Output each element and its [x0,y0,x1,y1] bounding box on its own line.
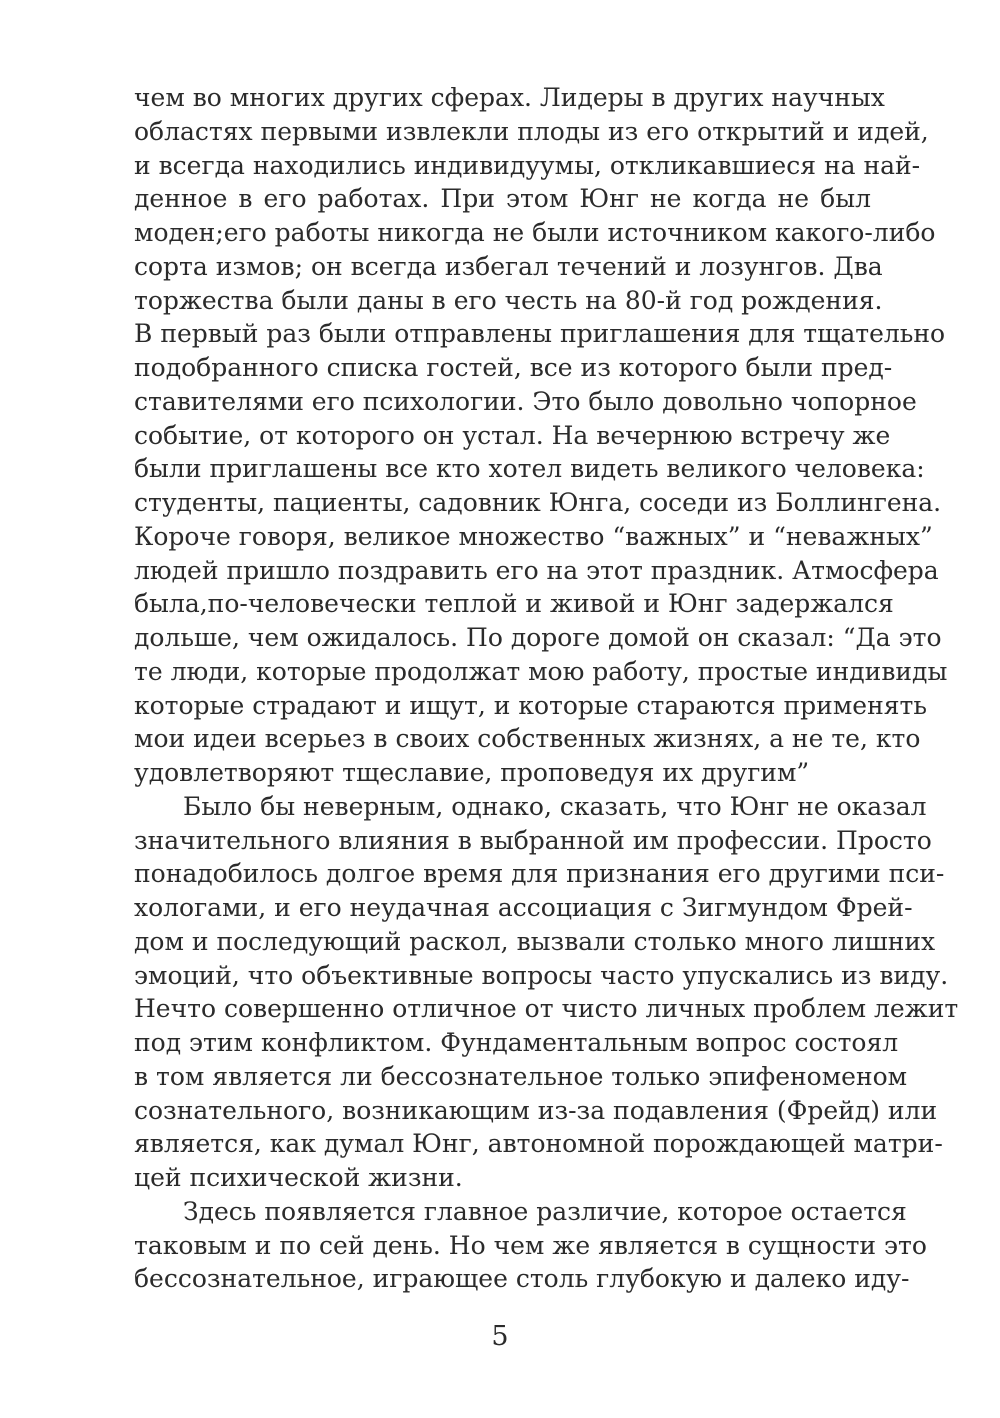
text-line: эмоций, что объективные вопросы часто упускались из виду. [134,960,949,990]
text-line: значительного влияния в выбранной им профессии. Просто [134,825,932,855]
text-line: В первый раз были отправлены приглашения для тщательно [134,319,946,349]
text-line: подобранного списка гостей, все из которого были пред- [134,353,893,382]
text-line: моден;его работы никогда не были источником какого-либо [134,218,936,247]
text-line: под этим конфликтом. Фундаментальным вопрос состоял [134,1028,899,1057]
body-text [134,81,959,1296]
text-line: те люди, которые продолжат мою работу, простые индивиды [134,656,948,686]
text-line: студенты, пациенты, садовник Юнга, соседи из Боллингена. [134,488,942,517]
text-line: в том является ли бессознательное только эпифеноменом [134,1061,908,1091]
text-line: которые страдают и ищут, и которые стараются применять [134,690,927,720]
text-line: сорта измов; он всегда избегал течений и лозунгов. Два [134,251,883,281]
text-line: удовлетворяют тщеславие, проповедуя их другим” [134,758,810,787]
text-line: Нечто совершенно отличное от чисто личных проблем лежит [134,994,959,1024]
text-line: и всегда находились индивидуумы, откликавшиеся на най- [134,150,921,180]
text-line: сознательного, возникающим из-за подавления (Фрейд) или [134,1095,938,1125]
text-line: торжества были даны в его честь на 80-й год рождения. [134,285,883,315]
text-line: является, как думал Юнг, автономной порождающей матри- [134,1129,943,1159]
text-line: Было бы неверным, однако, сказать, что Юнг не оказал [183,791,927,821]
text-line: хологами, и его неудачная ассоциация с Зигмундом Фрей- [134,893,913,922]
text-line: понадобилось долгое время для признания его другими пси- [134,859,945,889]
text-line: была,по-человечески теплой и живой и Юнг задержался [134,589,894,619]
text-line: ставителями его психологии. Это было довольно чопорное [134,386,917,416]
text-line: были приглашены все кто хотел видеть великого человека: [134,454,925,484]
text-line: таковым и по сей день. Но чем же является в сущности это [134,1230,927,1260]
text-line: областях первыми извлекли плоды из его открытий и идей, [134,116,929,146]
text-line: Короче говоря, великое множество “важных” и “неважных” [134,521,933,551]
text-line: бессознательное, играющее столь глубокую и далеко иду- [134,1264,910,1294]
text-line: цей психической жизни. [134,1163,463,1192]
text-line: событие, от которого он устал. На вечернюю встречу же [134,420,891,450]
text-line: дольше, чем ожидалось. По дороге домой он сказал: “Да это [134,623,942,652]
text-line: денное в его работах. При этом Юнг не когда не был [134,184,871,214]
text-line: людей пришло поздравить его на этот праздник. Атмосфера [134,555,939,585]
text-line: чем во многих других сферах. Лидеры в других научных [134,83,885,112]
text-line: дом и последующий раскол, вызвали столько много лишних [134,926,936,956]
page-number: 5 [491,1321,509,1352]
text-line: Здесь появляется главное различие, которое остается [183,1196,907,1226]
text-line: мои идеи всерьез в своих собственных жизнях, а не те, кто [134,724,921,754]
